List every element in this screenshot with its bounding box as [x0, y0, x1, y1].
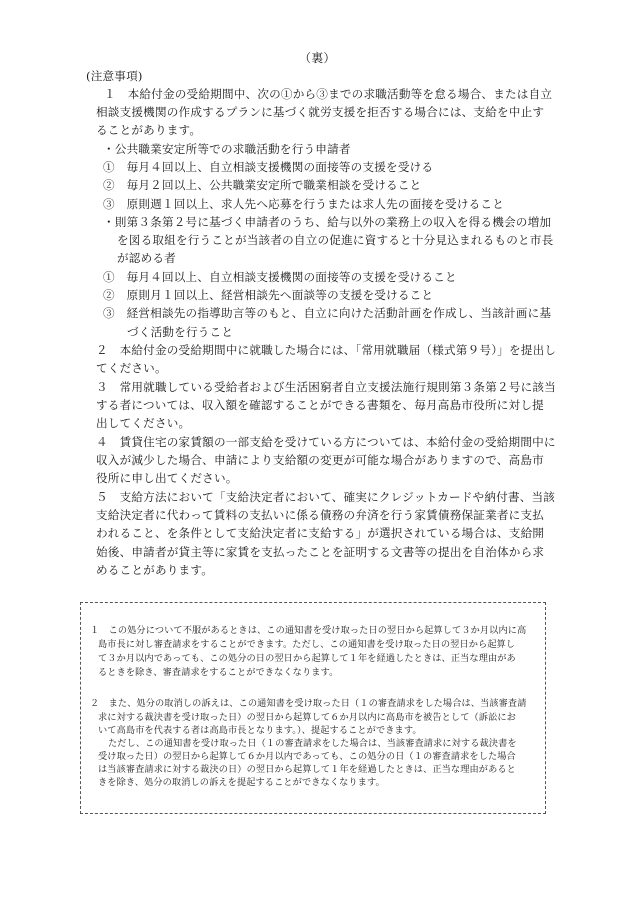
notes-line: ２ 本給付金の受給期間中に就職した場合には、「常用就職届（様式第９号）」を提出し — [96, 343, 557, 357]
notes-line: 役所に申し出てください。 — [96, 471, 238, 485]
page-title: （裏） — [299, 51, 336, 65]
notes-heading: (注意事項) — [86, 69, 143, 83]
notes-line: が認める者 — [117, 251, 176, 265]
notes-line: ① 毎月４回以上、自立相談支援機関の面接等の支援を受けること — [103, 270, 457, 284]
box-line: 受け取った日）の翌日から起算して６か月以内であっても、この処分の日（１の審査請求をした場合 — [98, 751, 516, 762]
notes-line: づく活動を行うこと — [127, 325, 234, 339]
notes-line: ５ 支給方法において「支給決定者において、確実にクレジットカードや納付書、当該 — [96, 490, 556, 504]
notes-line: ・公共職業安定所等での求職活動を行う申請者 — [103, 142, 351, 156]
appeal-notice-box — [80, 602, 546, 814]
notes-line: われること、を条件として支給決定者に支給する」が選択されている場合は、支給開 — [96, 526, 545, 540]
box-line: いて高島市を代表する者は高島市長となります。）、提起することができます。 — [98, 725, 422, 736]
notes-line: ③ 経営相談先の指導助言等のもと、自立に向けた活動計画を作成し、当該計画に基 — [103, 306, 552, 320]
notes-line: めることがあります。 — [96, 563, 214, 577]
notes-line: １ 本給付金の受給期間中、次の①から③までの求職活動等を怠る場合、または自立 — [104, 87, 553, 101]
box-line: 求に対する裁決書を受け取った日）の翌日から起算して６か月以内に高島市を被告として（訴訟にお — [98, 712, 516, 723]
notes-line: ・則第３条第２号に基づく申請者のうち、給与以外の業務上の収入を得る機会の増加 — [103, 215, 552, 229]
notes-line: ③ 原則週１回以上、求人先へ応募を行うまたは求人先の面接を受けること — [103, 197, 504, 211]
notes-line: 支給決定者に代わって賃料の支払いに係る債務の弁済を行う家賃債務保証業者に支払 — [96, 508, 545, 522]
box-line: ２ また、処分の取消しの訴えは、この通知書を受け取った日（１の審査請求をした場合は、当該審査請 — [90, 698, 527, 709]
box-line: は当該審査請求に対する裁決の日）の翌日から起算して１年を経過したときは、正当な理由があると — [98, 764, 516, 775]
notes-line: を図る取組を行うことが当該者の自立の促進に資すると十分見込まれるものと市長 — [117, 233, 554, 247]
notes-line: 相談支援機関の作成するプランに基づく就労支援を拒否する場合には、支給を中止す — [96, 105, 545, 119]
box-line: るときを除き、審査請求をすることができなくなります。 — [98, 667, 339, 678]
box-line: きを除き、処分の取消しの訴えを提起することができなくなります。 — [98, 777, 385, 788]
box-line: 島市長に対し審査請求をすることができます。ただし、この通知書を受け取った日の翌日から起算し — [98, 639, 516, 650]
box-line: １ この処分について不服があるときは、この通知書を受け取った日の翌日から起算して３か月以内に高 — [90, 625, 527, 636]
notes-line: ３ 常用就職している受給者および生活困窮者自立支援法施行規則第３条第２号に該当 — [96, 380, 556, 394]
notes-line: ② 原則月１回以上、経営相談先へ面談等の支援を受けること — [103, 288, 434, 302]
box-line: ただし、この通知書を受け取った日（１の審査請求をした場合は、当該審査請求に対する裁決書を — [108, 738, 517, 749]
box-line: て３か月以内であっても、この処分の日の翌日から起算して１年を経過したときは、正当な理由があ — [98, 653, 516, 664]
notes-line: ４ 賃貸住宅の家賃額の一部支給を受けている方については、本給付金の受給期間中に — [96, 435, 556, 449]
notes-line: 始後、申請者が貸主等に家賃を支払ったことを証明する文書等の提出を自治体から求 — [96, 545, 545, 559]
notes-line: ② 毎月２回以上、公共職業安定所で職業相談を受けること — [103, 178, 422, 192]
notes-line: ることがあります。 — [96, 123, 202, 137]
notes-line: 収入が減少した場合、申請により支給額の変更が可能な場合がありますので、高島市 — [96, 453, 544, 467]
notes-line: ① 毎月４回以上、自立相談支援機関の面接等の支援を受ける — [103, 160, 434, 174]
notes-line: 出してください。 — [96, 416, 191, 430]
notes-line: てください。 — [96, 361, 167, 375]
notes-line: する者については、収入額を確認することができる書類を、毎月高島市役所に対し提 — [96, 398, 544, 412]
